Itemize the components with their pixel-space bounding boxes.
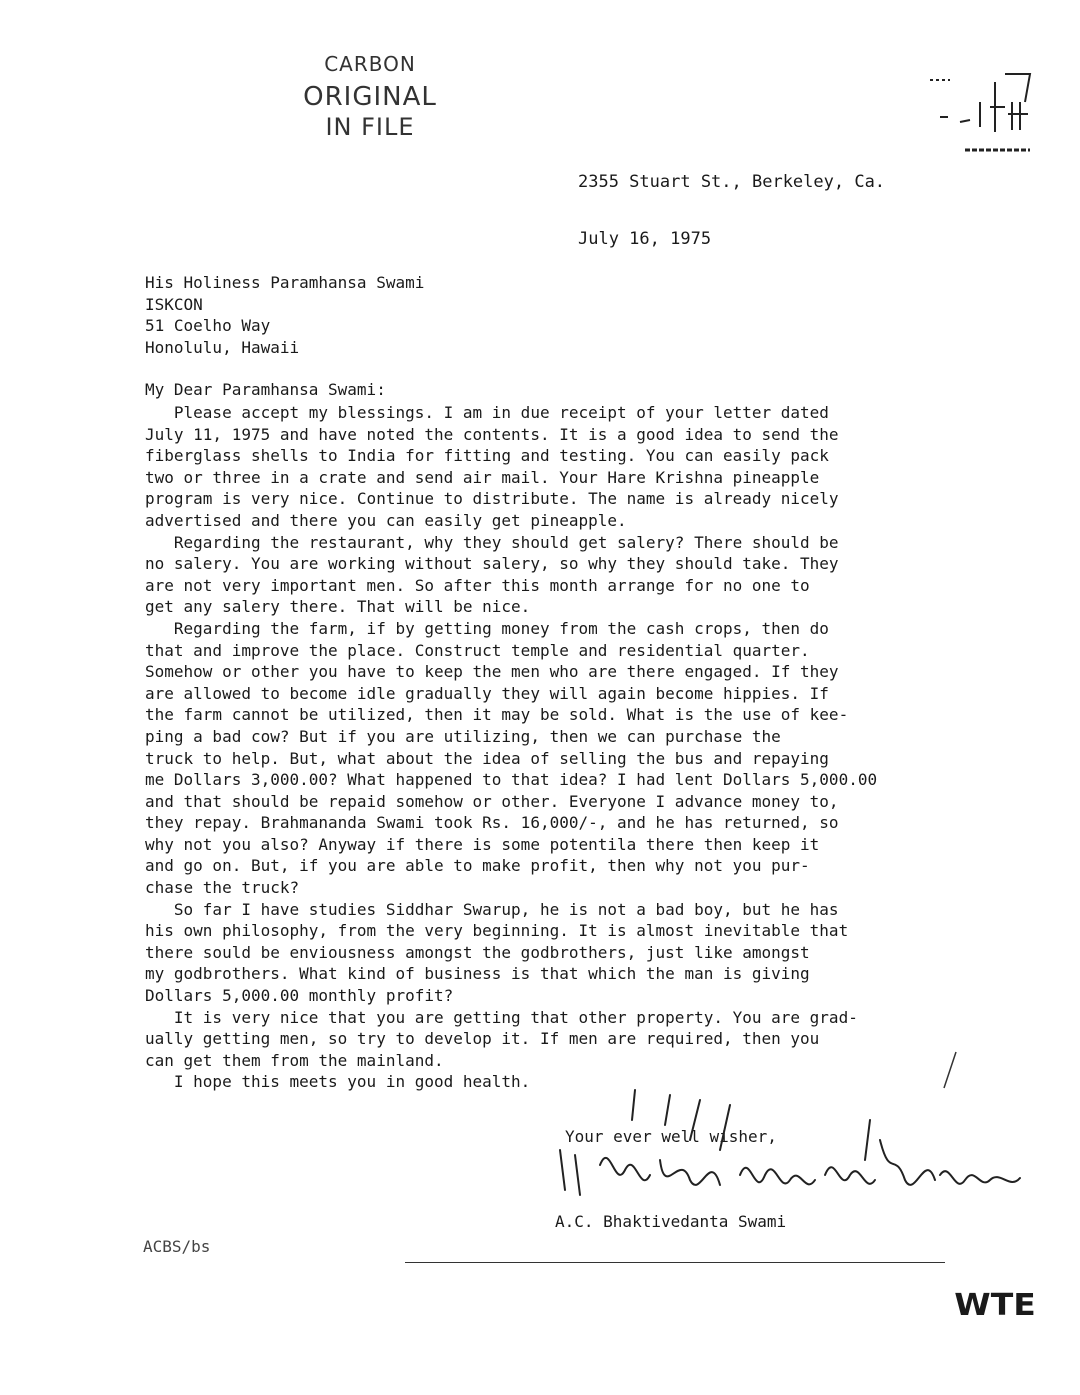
sender-address: 2355 Stuart St., Berkeley, Ca.: [578, 172, 886, 192]
signature-name: A.C. Bhaktivedanta Swami: [555, 1212, 787, 1231]
body-line: I hope this meets you in good health.: [145, 1072, 531, 1092]
body-line: his own philosophy, from the very beginning. It is almost inevitable that: [145, 921, 849, 941]
body-line: July 11, 1975 and have noted the contents. It is a good idea to send the: [145, 424, 839, 444]
body-line: the farm cannot be utilized, then it may be sold. What is the use of kee-: [145, 705, 849, 725]
body-line: me Dollars 3,000.00? What happened to that idea? I had lent Dollars 5,000.00: [145, 770, 878, 790]
body-line: get any salery there. That will be nice.: [145, 597, 531, 617]
body-line: are allowed to become idle gradually they will again become hippies. If: [145, 683, 829, 703]
stamp-line-3: IN FILE: [325, 113, 415, 141]
body-line: ually getting men, so try to develop it. If men are required, then you: [145, 1029, 820, 1049]
body-line: that and improve the place. Construct temple and residential quarter.: [145, 640, 810, 660]
body-line: Regarding the restaurant, why they should get salery? There should be: [145, 532, 839, 552]
closing-line: Your ever well wisher,: [565, 1127, 777, 1146]
body-line: two or three in a crate and send air mail. Your Hare Krishna pineapple: [145, 467, 820, 487]
body-line: and that should be repaid somehow or other. Everyone I advance money to,: [145, 791, 839, 811]
body-line: fiberglass shells to India for fitting and testing. You can easily pack: [145, 446, 829, 466]
handwritten-signature: [540, 1080, 1030, 1210]
salutation: My Dear Paramhansa Swami:: [145, 380, 386, 399]
body-line: truck to help. But, what about the idea of selling the bus and repaying: [145, 748, 829, 768]
body-line: can get them from the mainland.: [145, 1050, 444, 1070]
stamp-line-1: CARBON: [324, 52, 416, 76]
body-line: So far I have studies Siddhar Swarup, he is not a bad boy, but he has: [145, 899, 839, 919]
body-line: are not very important men. So after this month arrange for no one to: [145, 575, 810, 595]
recipient-line: His Holiness Paramhansa Swami: [145, 273, 425, 292]
body-line: advertised and there you can easily get pineapple.: [145, 510, 627, 530]
body-line: there sould be enviousness amongst the godbrothers, just like amongst: [145, 942, 810, 962]
body-line: why not you also? Anyway if there is some potentila there then keep it: [145, 834, 820, 854]
body-line: my godbrothers. What kind of business is that which the man is giving: [145, 964, 810, 984]
corner-stamp-mark: [920, 72, 1040, 157]
body-line: program is very nice. Continue to distribute. The name is already nicely: [145, 489, 839, 509]
footer-rule: [405, 1262, 945, 1263]
recipient-line: 51 Coelho Way: [145, 316, 271, 335]
recipient-line: Honolulu, Hawaii: [145, 337, 300, 357]
body-line: Dollars 5,000.00 monthly profit?: [145, 986, 454, 1006]
letter-date: July 16, 1975: [578, 229, 712, 249]
stamp-line-2: ORIGINAL: [303, 82, 437, 112]
letter-body: [145, 402, 985, 1093]
body-line: they repay. Brahmananda Swami took Rs. 16,000/-, and he has returned, so: [145, 813, 839, 833]
reference-initials: ACBS/bs: [143, 1237, 211, 1256]
body-line: chase the truck?: [145, 878, 300, 898]
recipient-block: [145, 272, 424, 358]
body-line: Please accept my blessings. I am in due receipt of your letter dated: [145, 403, 829, 422]
carbon-original-stamp: [290, 52, 450, 142]
body-line: and go on. But, if you are able to make profit, then why not you pur-: [145, 856, 810, 876]
recipient-line: ISKCON: [145, 294, 203, 314]
body-line: ping a bad cow? But if you are utilizing, then we can purchase the: [145, 726, 781, 746]
body-line: It is very nice that you are getting that other property. You are grad-: [145, 1007, 858, 1027]
body-line: Somehow or other you have to keep the men who are there engaged. If they: [145, 662, 839, 682]
body-line: Regarding the farm, if by getting money from the cash crops, then do: [145, 618, 829, 638]
body-line: no salery. You are working without salery, so why they should take. They: [145, 554, 839, 574]
corner-handwritten-mark: WTE: [954, 1288, 1036, 1323]
